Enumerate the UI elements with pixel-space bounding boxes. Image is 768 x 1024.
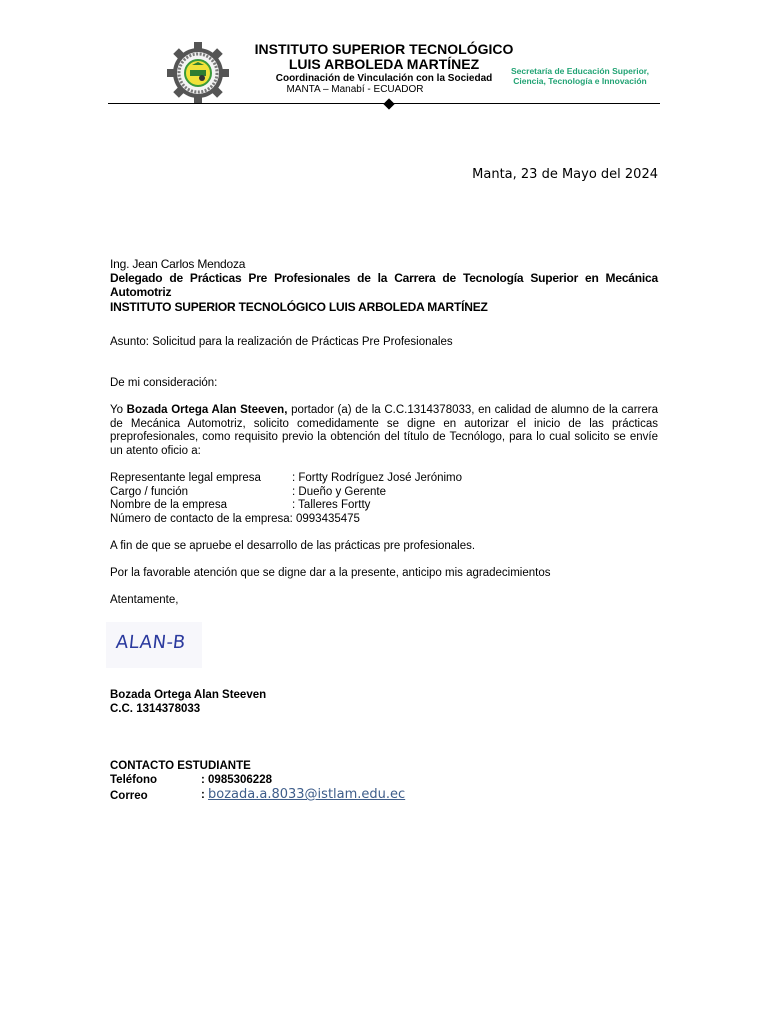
company-info-label: Cargo / función (110, 485, 188, 498)
company-info-block (110, 472, 658, 526)
letter-body-paragraph (110, 404, 658, 458)
secretaria-line1: Secretaría de Educación Superior, (511, 66, 649, 76)
signature-text: ALAN-B (114, 632, 187, 653)
company-info-row (110, 472, 658, 486)
recipient-title: Delegado de Prácticas Pre Profesionales de la Carrera de Tecnología Superior en Mecánica Automotriz (110, 271, 658, 299)
closing-line-2: Por la favorable atención que se digne dar a la presente, anticipo mis agradecimientos (110, 567, 551, 579)
institute-name-line2: LUIS ARBOLEDA MARTÍNEZ (288, 56, 480, 72)
recipient-institution: INSTITUTO SUPERIOR TECNOLÓGICO LUIS ARBOLEDA MARTÍNEZ (110, 300, 488, 314)
coordination-subtitle: Coordinación de Vinculación con la Sociedad (275, 73, 493, 84)
institute-name (240, 42, 528, 72)
email-link[interactable]: bozada.a.8033@istlam.edu.ec (208, 787, 406, 802)
body-prefix: Yo (110, 404, 127, 416)
phone-label: Teléfono (110, 774, 158, 786)
company-info-row (110, 499, 658, 513)
company-info-label: Nombre de la empresa (110, 499, 227, 511)
phone-value: : 0985306228 (201, 774, 272, 786)
institute-name-line1: INSTITUTO SUPERIOR TECNOLÓGICO (254, 41, 514, 57)
company-info-value: : Talleres Fortty (292, 499, 371, 511)
contact-email-row (110, 788, 510, 806)
email-prefix: : (201, 789, 209, 801)
signer-id: C.C. 1314378033 (110, 703, 201, 715)
institute-logo-icon (163, 42, 233, 104)
sign-off: Atentamente, (110, 594, 179, 606)
company-info-label: Número de contacto de la empresa: (110, 512, 293, 525)
recipient-name: Ing. Jean Carlos Mendoza (110, 257, 246, 271)
closing-line-1: A fin de que se apruebe el desarrollo de las prácticas pre profesionales. (110, 540, 476, 552)
location-line: MANTA – Manabí - ECUADOR (286, 84, 424, 95)
email-label: Correo (110, 790, 148, 802)
body-rest: portador (a) de la C.C.1314378033, en calidad de alumno de la carrera de Mecánica Automotriz, solicito comedidamente se digne en autorizar el inicio de las prácticas preprofesionales, como requisito previo la obtención del título de Tecnólogo, para lo cual solicito se envíe un atento oficio a: (110, 404, 658, 457)
company-info-value: : Fortty Rodríguez José Jerónimo (292, 472, 463, 484)
email-value-wrapper (201, 788, 405, 803)
body-student-name: Bozada Ortega Alan Steeven, (126, 404, 288, 416)
handwritten-signature (106, 622, 202, 668)
company-info-row (110, 513, 658, 527)
secretaria-line2: Ciencia, Tecnología e Innovación (513, 76, 647, 86)
company-info-label: Representante legal empresa (110, 472, 261, 484)
company-info-value: 0993435475 (296, 512, 360, 525)
company-info-row (110, 486, 658, 500)
letter-date: Manta, 23 de Mayo del 2024 (472, 167, 658, 182)
secretaria-logo-text (500, 66, 660, 86)
letter-greeting: De mi consideración: (110, 377, 218, 389)
contact-phone-row (110, 774, 510, 788)
company-info-value: : Dueño y Gerente (292, 485, 386, 498)
divider-diamond-icon (383, 98, 394, 109)
contact-title: CONTACTO ESTUDIANTE (110, 760, 251, 772)
signer-name: Bozada Ortega Alan Steeven (110, 689, 267, 701)
letter-subject: Asunto: Solicitud para la realización de Prácticas Pre Profesionales (110, 336, 453, 348)
